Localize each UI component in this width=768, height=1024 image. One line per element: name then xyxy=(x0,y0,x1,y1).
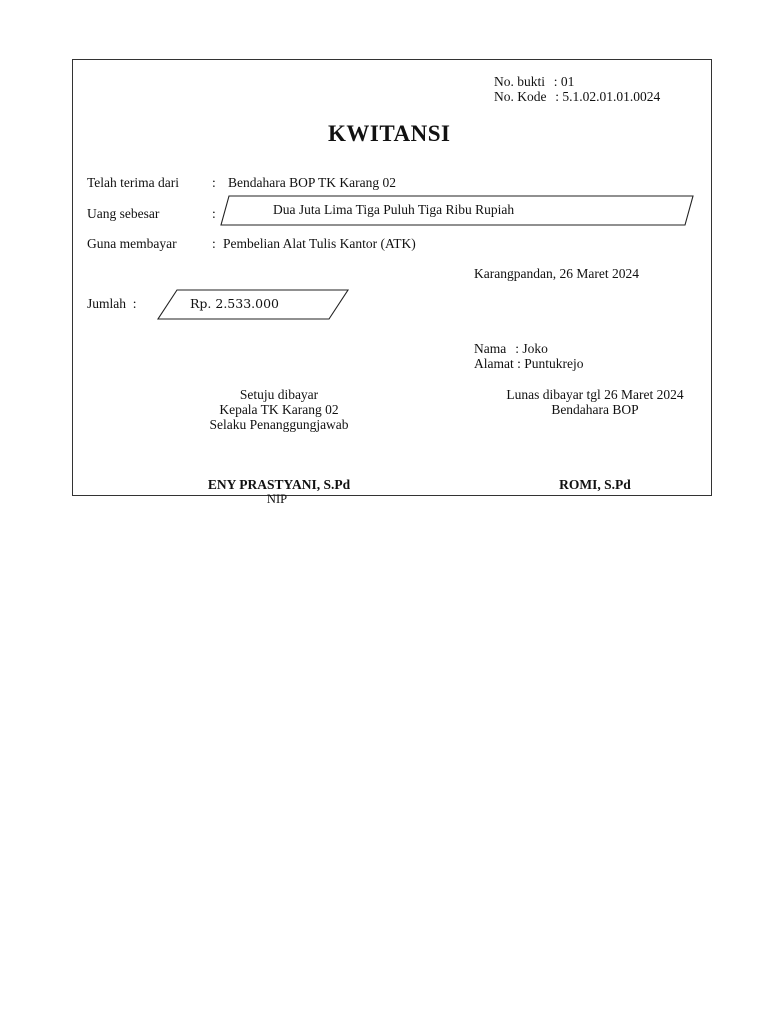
right-signatory-name: ROMI, S.Pd xyxy=(559,477,631,492)
left-signatory-nip: NIP xyxy=(266,492,288,506)
amount-words-separator: : xyxy=(212,206,216,221)
recipient-address-value: : Puntukrejo xyxy=(517,356,584,371)
no-kode xyxy=(494,89,660,104)
total-amount-value: Rp. 2.533.000 xyxy=(190,296,279,311)
amount-words-value: Dua Juta Lima Tiga Puluh Tiga Ribu Rupiah xyxy=(273,202,515,217)
right-signature-line1: Lunas dibayar tgl 26 Maret 2024 xyxy=(506,387,684,402)
purpose-label: Guna membayar xyxy=(87,236,177,251)
no-kode-label: No. Kode xyxy=(494,89,547,104)
received-from-label: Telah terima dari xyxy=(87,175,180,190)
left-signatory-name: ENY PRASTYANI, S.Pd xyxy=(207,477,351,492)
left-signature-line1: Setuju dibayar xyxy=(239,387,319,402)
right-signature-line2: Bendahara BOP xyxy=(551,402,639,417)
recipient-name-value: : Joko xyxy=(515,341,548,356)
document-title: KWITANSI xyxy=(328,121,451,146)
recipient-address xyxy=(474,356,584,371)
recipient-name xyxy=(474,341,548,356)
purpose-separator: : xyxy=(212,236,216,251)
no-bukti xyxy=(494,74,574,89)
received-from-separator: : xyxy=(212,175,216,190)
purpose-value: Pembelian Alat Tulis Kantor (ATK) xyxy=(223,236,416,251)
no-kode-value: : 5.1.02.01.01.0024 xyxy=(555,89,661,104)
no-bukti-label: No. bukti xyxy=(494,74,546,89)
no-bukti-value: : 01 xyxy=(553,74,575,89)
recipient-name-label: Nama xyxy=(474,341,507,356)
received-from-value: Bendahara BOP TK Karang 02 xyxy=(228,175,396,190)
amount-words-label: Uang sebesar xyxy=(87,206,160,221)
recipient-address-label: Alamat xyxy=(474,356,514,371)
total-label: Jumlah : xyxy=(87,296,137,311)
left-signature-line2: Kepala TK Karang 02 xyxy=(219,402,339,417)
left-signature-line3: Selaku Penanggungjawab xyxy=(209,417,349,432)
place-date: Karangpandan, 26 Maret 2024 xyxy=(474,266,639,281)
